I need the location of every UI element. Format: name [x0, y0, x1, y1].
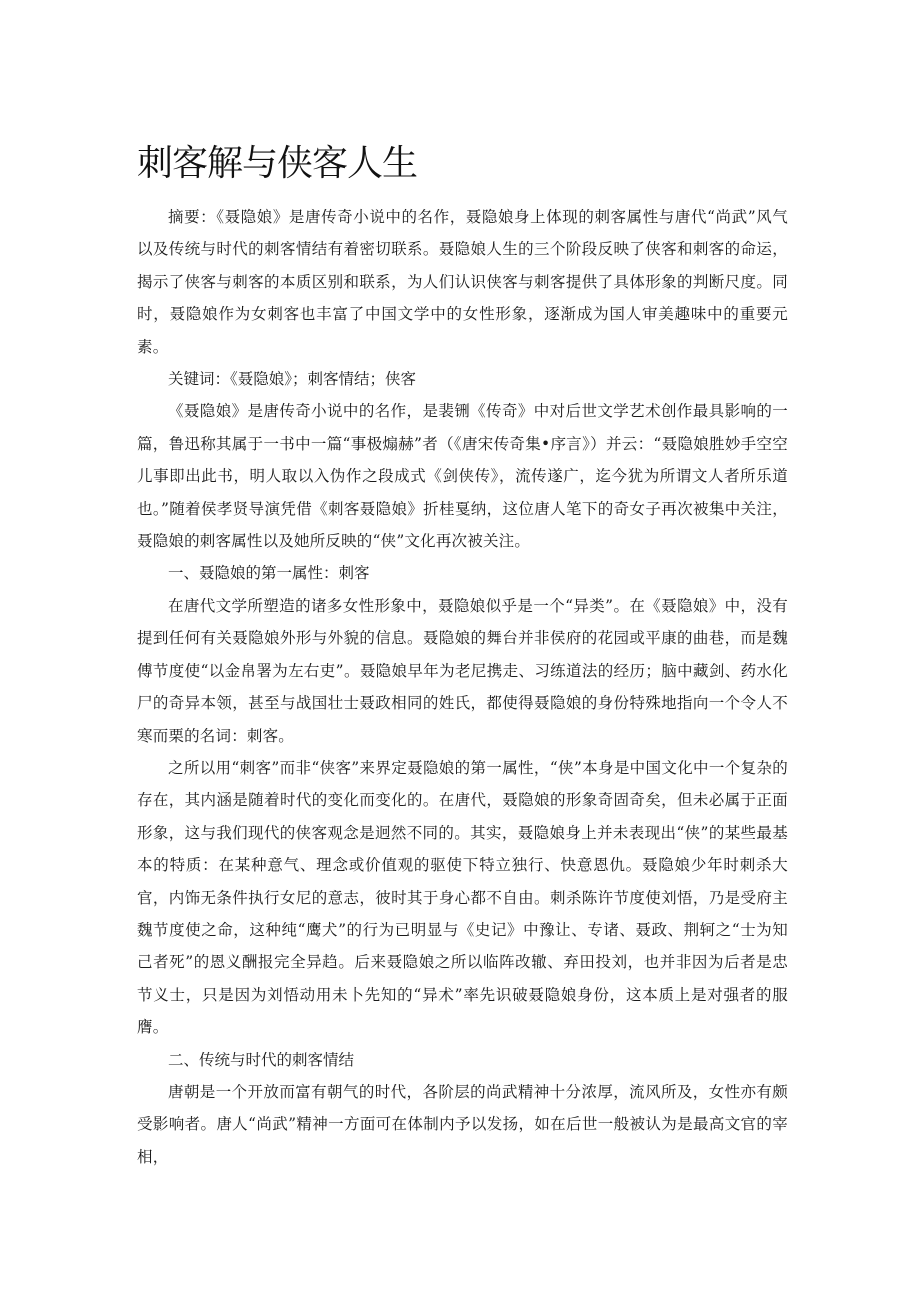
abstract-paragraph: 摘要：《聂隐娘》是唐传奇小说中的名作，聂隐娘身上体现的刺客属性与唐代“尚武”风气以及传统与时代的刺客情结有着密切联系。聂隐娘人生的三个阶段反映了侠客和刺客的命运，揭示了侠客与刺客的本质区别和联系，为人们认识侠客与刺客提供了具体形象的判断尺度。同时，聂隐娘作为女刺客也丰富了中国文学中的女性形象，逐渐成为国人审美趣味中的重要元素。 — [137, 208, 788, 356]
section-1-paragraph-2: 之所以用“刺客”而非“侠客”来界定聂隐娘的第一属性，“侠”本身是中国文化中一个复杂的存在，其内涵是随着时代的变化而变化的。在唐代，聂隐娘的形象奇固奇矣，但未必属于正面形象，这与我们现代的侠客观念是迥然不同的。其实，聂隐娘身上并未表现出“侠”的某些最基本的特质：在某种意气、理念或价值观的驱使下特立独行、快意恩仇。聂隐娘少年时刺杀大官，内饰无条件执行女尼的意志，彼时其于身心都不自由。刺杀陈许节度使刘悟，乃是受府主魏节度使之命，这种纯“鹰犬”的行为已明显与《史记》中豫让、专诸、聂政、荆轲之“士为知己者死”的恩义酬报完全异趋。后来聂隐娘之所以临阵改辙、弃田投刘，也并非因为后者是忠节义士，只是因为刘悟动用未卜先知的“异术”率先识破聂隐娘身份，这本质上是对强者的服膺。 — [137, 758, 788, 1037]
document-body — [137, 201, 788, 1173]
section-2-heading: 二、传统与时代的刺客情结 — [168, 1050, 355, 1069]
section-2-paragraph-1: 唐朝是一个开放而富有朝气的时代，各阶层的尚武精神十分浓厚，流风所及，女性亦有颇受影响者。唐人“尚武”精神一方面可在体制内予以发扬，如在后世一般被认为是最高文官的宰相， — [137, 1082, 788, 1166]
section-1-heading: 一、聂隐娘的第一属性：刺客 — [168, 564, 370, 583]
keywords-line: 关键词：《聂隐娘》；刺客情结；侠客 — [168, 370, 417, 389]
intro-paragraph: 《聂隐娘》是唐传奇小说中的名作，是裴铏《传奇》中对后世文学艺术创作最具影响的一篇，鲁迅称其属于一书中一篇“事极煽赫”者（《唐宋传奇集•序言》）并云：“聂隐娘胜妙手空空儿事即出此书，明人取以入伪作之段成式《剑侠传》，流传遂广，迄今犹为所谓文人者所乐道也。”随着侯孝贤导演凭借《刺客聂隐娘》折桂戛纳，这位唐人笔下的奇女子再次被集中关注，聂隐娘的刺客属性以及她所反映的“侠”文化再次被关注。 — [137, 402, 788, 551]
document-title: 刺客解与侠客人生 — [137, 143, 418, 184]
section-1-paragraph-1: 在唐代文学所塑造的诸多女性形象中，聂隐娘似乎是一个“异类”。在《聂隐娘》中，没有提到任何有关聂隐娘外形与外貌的信息。聂隐娘的舞台并非侯府的花园或平康的曲巷，而是魏傅节度使“以金帛署为左右吏”。聂隐娘早年为老尼携走、习练道法的经历；脑中藏剑、药水化尸的奇异本领，甚至与战国壮士聂政相同的姓氏，都使得聂隐娘的身份特殊地指向一个令人不寒而栗的名词：刺客。 — [137, 596, 788, 745]
